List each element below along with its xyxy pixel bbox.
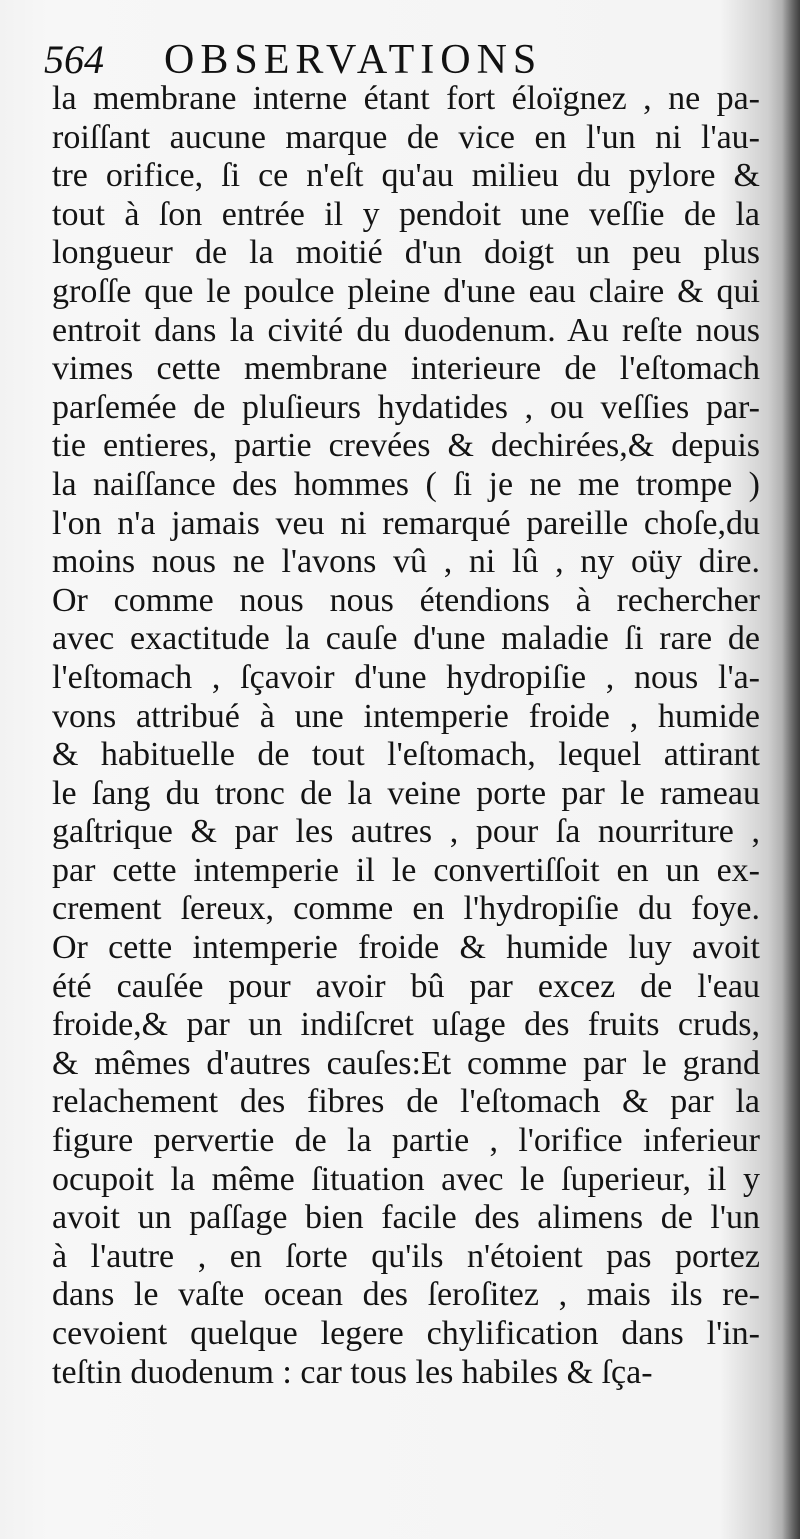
- text-line: entroit dans la civité du duodenum. Au reſte nous: [52, 311, 760, 349]
- text-line: été cauſée pour avoir bû par excez de l'eau: [52, 967, 760, 1005]
- text-line: teſtin duodenum : car tous les habiles & ſça-: [52, 1353, 653, 1391]
- text-line: tre orifice, ſi ce n'eſt qu'au milieu du pylore &: [52, 157, 760, 195]
- text-line: Or cette intemperie froide & humide luy avoit: [52, 929, 760, 967]
- text-line: tout à ſon entrée il y pendoit une veſſie de la: [52, 195, 760, 233]
- text-line: l'eſtomach , ſçavoir d'une hydropiſie , nous l'a-: [52, 658, 760, 696]
- text-line: roiſſant aucune marque de vice en l'un ni l'au-: [52, 118, 760, 156]
- text-line: vons attribué à une intemperie froide , humide: [52, 697, 760, 735]
- text-line: & habituelle de tout l'eſtomach, lequel attirant: [52, 736, 760, 774]
- text-line: gaſtrique & par les autres , pour ſa nourriture ,: [52, 813, 760, 851]
- running-head: OBSERVATIONS: [164, 37, 543, 83]
- text-line: à l'autre , en ſorte qu'ils n'étoient pas portez: [52, 1237, 760, 1275]
- text-line: crement ſereux, comme en l'hydropiſie du foye.: [52, 890, 760, 928]
- text-line: cevoient quelque legere chylification dans l'in-: [52, 1315, 760, 1352]
- text-line: par cette intemperie il le convertiſſoit en un ex-: [52, 851, 760, 889]
- text-line: l'on n'a jamais veu ni remarqué pareille choſe,du: [52, 504, 760, 542]
- text-line: figure pervertie de la partie , l'orifice inferieur: [52, 1122, 760, 1160]
- text-line: la naiſſance des hommes ( ſi je ne me trompe ): [52, 465, 760, 503]
- body-text: [52, 80, 760, 1460]
- page-number: 564: [44, 37, 104, 82]
- text-line: dans le vaſte ocean des ſeroſitez , mais ils re-: [52, 1276, 760, 1314]
- text-line: avoit un paſſage bien facile des alimens de l'un: [52, 1199, 760, 1237]
- text-line: ocupoit la même ſituation avec le ſuperieur, il y: [52, 1160, 760, 1198]
- text-line: moins nous ne l'avons vû , ni lû , ny oüy dire.: [52, 543, 760, 581]
- text-line: vimes cette membrane interieure de l'eſtomach: [52, 350, 760, 388]
- text-line: groſſe que le poulce pleine d'une eau claire & qui: [52, 272, 760, 310]
- text-line: relachement des fibres de l'eſtomach & par la: [52, 1083, 760, 1121]
- page-header: [44, 34, 744, 86]
- text-line: Or comme nous nous étendions à rechercher: [52, 581, 760, 619]
- text-line: longueur de la moitié d'un doigt un peu plus: [52, 234, 760, 272]
- text-line: avec exactitude la cauſe d'une maladie ſi rare de: [52, 620, 760, 658]
- text-line: le ſang du tronc de la veine porte par le rameau: [52, 774, 760, 812]
- text-line: parſemée de pluſieurs hydatides , ou veſſies par-: [52, 388, 760, 426]
- text-line: la membrane interne étant fort éloïgnez , ne pa-: [52, 80, 760, 117]
- text-line: tie entieres, partie crevées & dechirées,& depuis: [52, 427, 760, 465]
- text-line: & mêmes d'autres cauſes:Et comme par le grand: [52, 1044, 760, 1082]
- text-line: froide,& par un indiſcret uſage des fruits cruds,: [52, 1006, 760, 1044]
